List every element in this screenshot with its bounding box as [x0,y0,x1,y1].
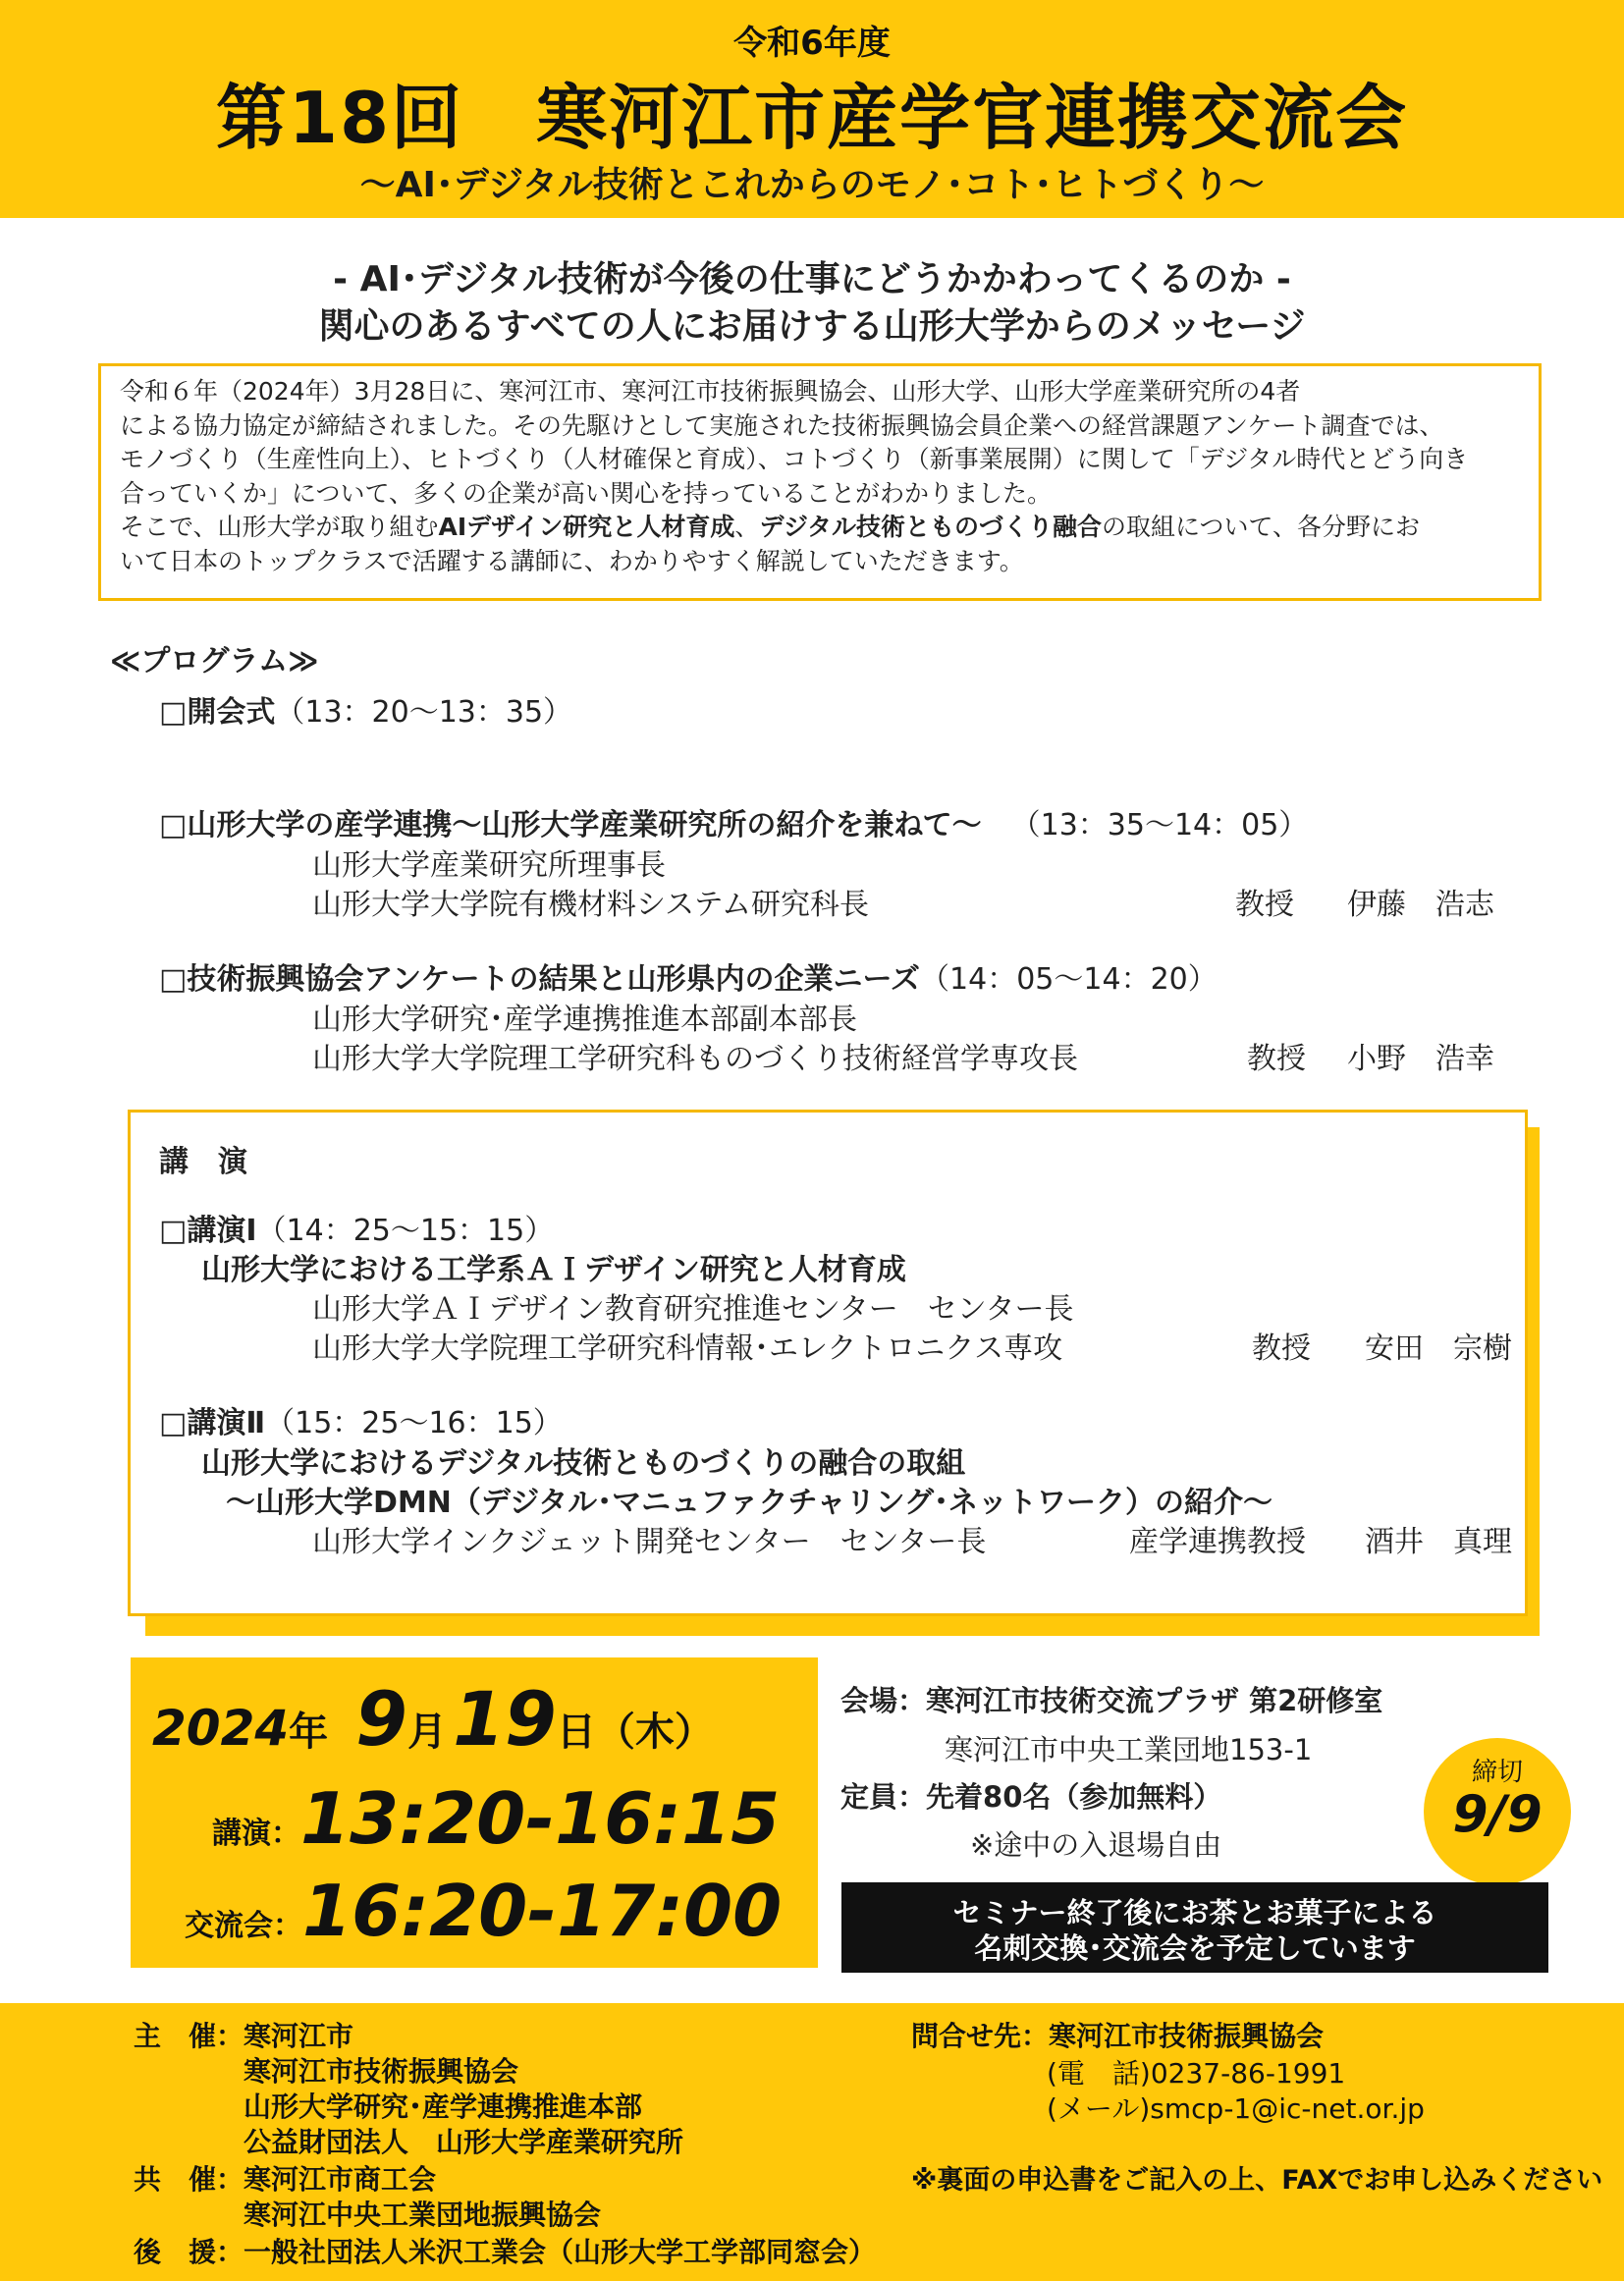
contact-org: 寒河江市技術振興協会 [1049,2020,1325,2052]
exchange-time-row [185,1870,782,1952]
lecture-1-speaker: 安田 宗樹 [1365,1331,1512,1366]
intro-text-span: そこで、山形大学が取り組む [120,513,439,541]
lecture-2-role-1: 山形大学インクジェット開発センター センター長 [312,1525,987,1559]
session-time: （13：35～14：05） [1010,808,1309,842]
lecture-label: □講演Ⅱ [159,1406,266,1440]
lecture-2-rank: 産学連携教授 [1129,1525,1306,1559]
cohost-label: 共 催： [134,2163,244,2196]
lecture-2-header [159,1398,563,1441]
lecture-heading: 講 演 [159,1145,247,1179]
date-year-unit: 年 [289,1710,329,1755]
lecture-time-label: 講演： [212,1817,300,1851]
lecture-1-title: 山形大学における工学系ＡＩデザイン研究と人材育成 [201,1253,906,1287]
lecture-2-subtitle: ～山形大学DMN（デジタル･マニュファクチャリング･ネットワーク）の紹介～ [226,1486,1272,1520]
session-1-speaker: 伊藤 浩志 [1347,888,1494,922]
exchange-time-value: 16:20-17:00 [302,1870,783,1952]
date-weekday: （木） [595,1710,714,1755]
contact-label: 問合せ先： [911,2020,1050,2052]
contact-email[interactable]: (メール)smcp-1@ic-net.or.jp [1047,2092,1425,2125]
venue-name: 寒河江市技術交流プラザ 第2研修室 [926,1684,1383,1717]
organizer: 山形大学研究･産学連携推進本部 [244,2091,643,2123]
program-heading: ≪プログラム≫ [110,644,319,679]
lecture-1-role-1: 山形大学ＡＩデザイン教育研究推進センター センター長 [312,1292,1074,1327]
cohost: 寒河江中央工業団地振興協会 [244,2199,602,2231]
organizer: 寒河江市 [244,2020,354,2052]
lecture-1-rank: 教授 [1252,1331,1311,1366]
venue [840,1679,1382,1719]
intro-line: 合っていくか」について、多くの企業が高い関心を持っていることがわかりました。 [120,478,1053,508]
session-2-title [159,954,1218,998]
capacity-value: 先着80名（参加無料） [926,1780,1222,1814]
lead-line-2: 関心のあるすべての人にお届けする山形大学からのメッセージ [318,306,1306,347]
session-2-rank: 教授 [1247,1042,1306,1076]
session-2-role-2: 山形大学大学院理工学研究科ものづくり技術経営学専攻長 [312,1042,1078,1076]
lecture-time-value: 13:20-16:15 [300,1777,781,1860]
notice-line-2: 名刺交換･交流会を予定しています [974,1931,1416,1965]
intro-line [120,511,1524,545]
deadline-date: 9/9 [1452,1785,1543,1844]
intro-text [120,375,1524,578]
session-1-role-2: 山形大学大学院有機材料システム研究科長 [312,888,869,922]
contact-phone: (電 話)0237-86-1991 [1047,2057,1346,2090]
page-subtitle: ～AI･デジタル技術とこれからのモノ･コト･ヒトづくり～ [359,165,1265,205]
notice-line-1: セミナー終了後にお茶とお菓子による [952,1896,1437,1929]
opening-time: （13：20～13：35） [275,695,573,730]
session-title: □技術振興協会アンケートの結果と山形県内の企業ニーズ [159,962,921,997]
lecture-1-header [159,1206,554,1249]
apply-note: ※裏面の申込書をご記入の上、FAXでお申し込みください [911,2165,1603,2196]
venue-address: 寒河江市中央工業団地153-1 [945,1733,1313,1766]
session-1-role-1: 山形大学産業研究所理事長 [312,848,666,883]
organizer: 公益財団法人 山形大学産業研究所 [244,2126,684,2158]
support-label: 後 援： [134,2236,244,2268]
venue-label: 会場： [840,1684,927,1717]
lecture-time-row [212,1777,780,1860]
session-2-role-1: 山形大学研究･産学連携推進本部副本部長 [312,1003,857,1037]
exchange-time-label: 交流会： [185,1909,302,1943]
date-month: 9 [355,1675,408,1763]
date-year: 2024 [152,1700,290,1757]
lecture-time: （15：25～16：15） [265,1406,563,1440]
organizer: 寒河江市技術振興協会 [244,2055,519,2088]
session-time: （14：05～14：20） [920,962,1218,997]
page-title: 第18回 寒河江市産学官連携交流会 [215,77,1409,159]
contact [911,2015,1324,2054]
date-month-unit: 月 [407,1710,448,1755]
opening-title: □開会式 [159,695,276,730]
intro-highlight: デジタル技術とものづくり融合 [759,513,1102,541]
session-title: □山形大学の産学連携～山形大学産業研究所の紹介を兼ねて～ [159,808,982,842]
date-day: 19 [453,1675,557,1763]
lecture-1-role-2: 山形大学大学院理工学研究科情報･エレクトロニクス専攻 [312,1331,1063,1366]
date-day-unit: 日 [556,1710,596,1755]
lecture-label: □講演Ⅰ [159,1214,257,1248]
session-1-title [159,800,1308,843]
intro-line: 令和６年（2024年）3月28日に、寒河江市、寒河江市技術振興協会、山形大学、山形大学産業研究所の4者 [120,377,1301,406]
capacity [840,1775,1221,1816]
lecture-2-speaker: 酒井 真理 [1365,1525,1512,1559]
entry-note: ※途中の入退場自由 [970,1828,1222,1862]
fiscal-year: 令和6年度 [733,24,891,63]
support: 一般社団法人米沢工業会（山形大学工学部同窓会） [244,2236,877,2268]
intro-text-span: 、 [734,513,760,541]
session-1-rank: 教授 [1235,888,1294,922]
organizer-label: 主 催： [134,2020,244,2052]
session-2-speaker: 小野 浩幸 [1347,1042,1494,1076]
lead-line-1: - AI･デジタル技術が今後の仕事にどうかかわってくるのか - [333,259,1291,299]
opening-ceremony [159,687,572,731]
intro-line: による協力協定が締結されました。その先駆けとして実施された技術振興協会員企業への経営課題アンケート調査では、 [120,410,1444,440]
cohost: 寒河江市商工会 [244,2163,437,2196]
deadline-label: 締切 [1471,1758,1523,1787]
lecture-time: （14：25～15：15） [256,1214,555,1248]
lecture-2-title: 山形大学におけるデジタル技術とものづくりの融合の取組 [201,1446,966,1481]
event-date [152,1675,714,1763]
intro-highlight: AIデザイン研究と人材育成 [438,513,735,541]
intro-line: いて日本のトップクラスで活躍する講師に、わかりやすく解説していただきます。 [120,546,1024,575]
intro-line: モノづくり（生産性向上）、ヒトづくり（人材確保と育成）、コトづくり（新事業展開）に関して「デジタル時代とどう向き [120,445,1469,473]
intro-text-span: の取組について、各分野にお [1101,513,1420,541]
capacity-label: 定員： [840,1780,927,1814]
